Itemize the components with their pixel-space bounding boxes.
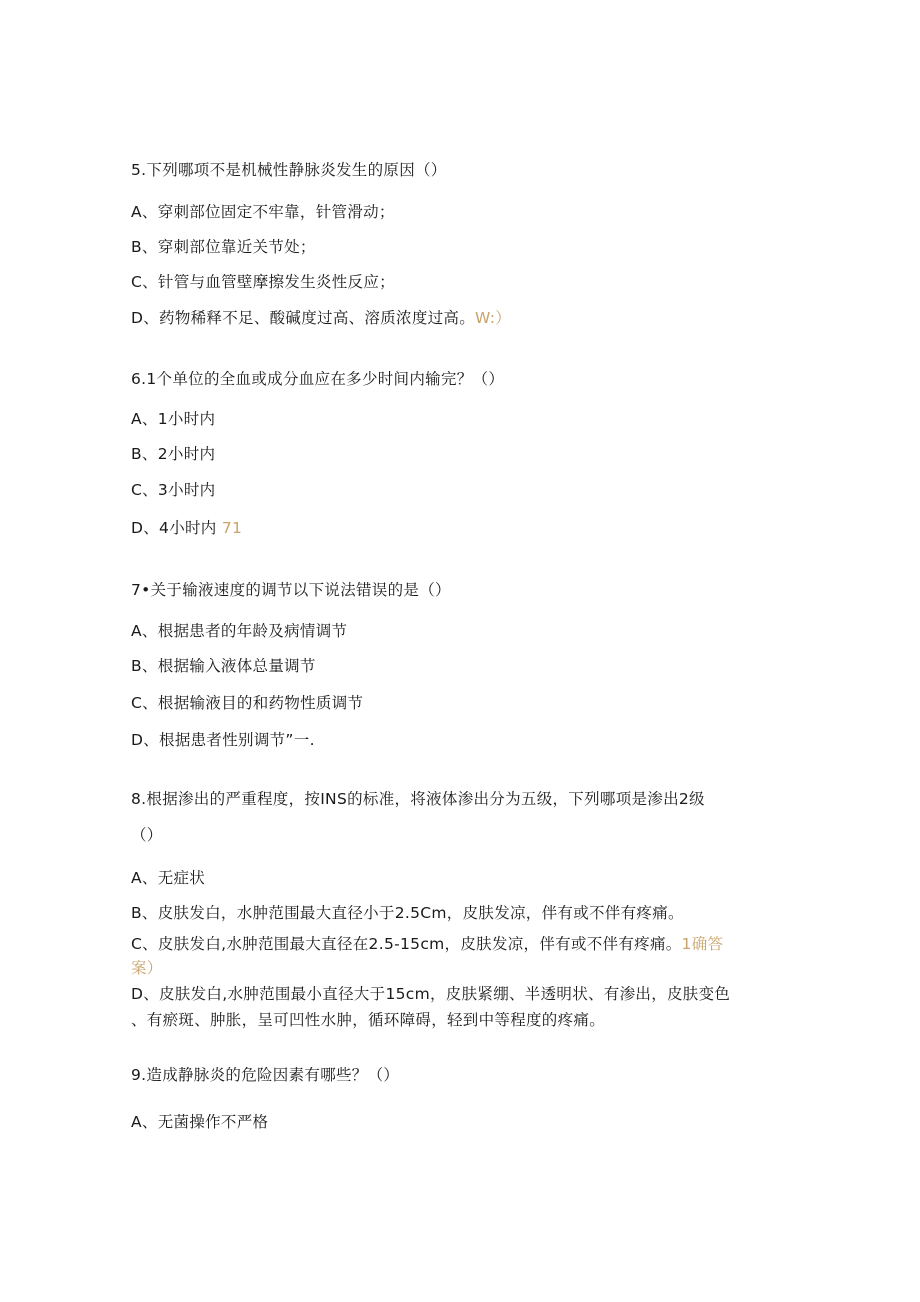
question-6-option-d — [131, 517, 242, 539]
question-7-option-a: A、根据患者的年龄及病情调节 — [131, 622, 348, 640]
question-7-option-d: D、根据患者性别调节”一. — [131, 731, 315, 749]
question-8-option-b: B、皮肤发白，水肿范围最大直径小于2.5Cm，皮肤发凉，伴有或不伴有疼痛。 — [131, 904, 684, 922]
question-8-option-d: D、皮肤发白,水肿范围最小直径大于15cm，皮肤紧绷、半透明状、有渗出，皮肤变色 — [131, 985, 731, 1003]
question-6-stem: 6.1个单位的全血或成分血应在多少时间内输完？（） — [131, 370, 505, 388]
question-7-option-c: C、根据输液目的和药物性质调节 — [131, 694, 364, 712]
option-text: D、药物稀释不足、酸碱度过高、溶质浓度过高。 — [131, 309, 476, 327]
question-6-option-b: B、2小时内 — [131, 445, 216, 463]
question-8-option-a: A、无症状 — [131, 869, 206, 887]
question-6-option-c: C、3小时内 — [131, 481, 216, 499]
question-6-option-a: A、1小时内 — [131, 410, 216, 428]
answer-mark: 71 — [221, 519, 243, 537]
answer-mark-continued: 案） — [131, 959, 163, 977]
answer-mark: 1确答 — [681, 935, 724, 953]
question-5-option-a: A、穿刺部位固定不牢靠，针管滑动； — [131, 203, 395, 221]
question-5-option-d — [131, 307, 511, 329]
question-5-option-b: B、穿刺部位靠近关节处； — [131, 238, 316, 256]
option-text: C、皮肤发白,水肿范围最大直径在2.5-15cm，皮肤发凉，伴有或不伴有疼痛。 — [131, 935, 682, 953]
question-8-option-c — [131, 933, 723, 955]
option-text: D、4小时内 — [131, 519, 217, 537]
question-5-stem: 5.下列哪项不是机械性静脉炎发生的原因（） — [131, 161, 447, 179]
question-5-option-c: C、针管与血管壁摩擦发生炎性反应； — [131, 273, 395, 291]
question-7-option-b: B、根据输入液体总量调节 — [131, 657, 316, 675]
question-9-stem: 9.造成静脉炎的危险因素有哪些？（） — [131, 1066, 400, 1084]
question-8-option-d-continued: 、有瘀斑、肿胀，呈可凹性水肿，循环障碍，轻到中等程度的疼痛。 — [131, 1011, 606, 1029]
answer-mark: W:） — [475, 309, 512, 327]
question-7-stem: 7•关于输液速度的调节以下说法错误的是（） — [131, 581, 451, 599]
document-page — [131, 0, 791, 1302]
question-8-stem: 8.根据渗出的严重程度，按INS的标准，将液体渗出分为五级，下列哪项是渗出2级 — [131, 790, 705, 808]
question-8-stem-continued: （） — [131, 826, 163, 844]
question-9-option-a: A、无菌操作不严格 — [131, 1113, 269, 1131]
